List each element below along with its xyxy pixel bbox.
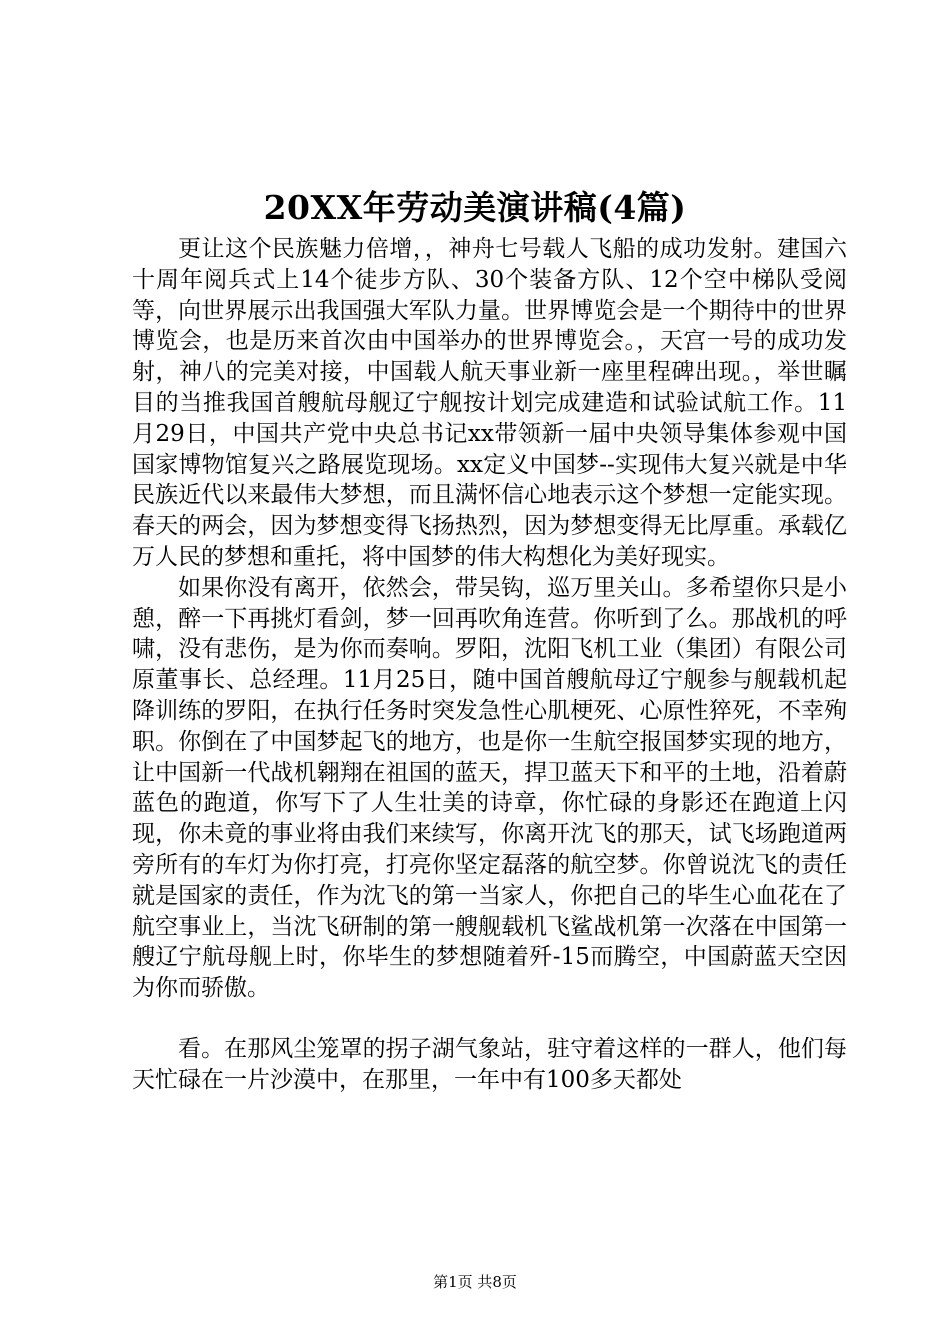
document-title: 20XX年劳动美演讲稿(4篇): [263, 188, 687, 227]
document-body: [132, 234, 847, 1096]
paragraph-3: 看。在那风尘笼罩的拐子湖气象站，驻守着这样的一群人，他们每天忙碌在一片沙漠中，在那里，一年中有100多天都处: [132, 1035, 847, 1093]
page-footer: 第1页 共8页: [433, 1273, 517, 1291]
paragraph-2: 如果你没有离开，依然会，带吴钩，巡万里关山。多希望你只是小憩，醉一下再挑灯看剑，梦一回再吹角连营。你听到了么。那战机的呼啸，没有悲伤，是为你而奏响。罗阳，沈阳飞机工业（集团）有限公司原董事长、总经理。11月25日，随中国首艘航母辽宁舰参与舰载机起降训练的罗阳，在执行任务时突发急性心肌梗死、心原性猝死，不幸殉职。你倒在了中国梦起飞的地方，也是你一生航空报国梦实现的地方，让中国新一代战机翱翔在祖国的蓝天，捍卫蓝天下和平的土地，沿着蔚蓝色的跑道，你写下了人生壮美的诗章，你忙碌的身影还在跑道上闪现，你未竟的事业将由我们来续写，你离开沈飞的那天，试飞场跑道两旁所有的车灯为你打亮，打亮你坚定磊落的航空梦。你曾说沈飞的责任就是国家的责任，作为沈飞的第一当家人，你把自己的毕生心血花在了航空事业上，当沈飞研制的第一艘舰载机飞鲨战机第一次落在中国第一艘辽宁航母舰上时，你毕生的梦想随着歼-15而腾空，中国蔚蓝天空因为你而骄傲。: [132, 574, 847, 1002]
paragraph-1: 更让这个民族魅力倍增，，神舟七号载人飞船的成功发射。建国六十周年阅兵式上14个徒步方队、30个装备方队、12个空中梯队受阅等，向世界展示出我国强大军队力量。世界博览会是一个期待中的世界博览会，也是历来首次由中国举办的世界博览会。，天宫一号的成功发射，神八的完美对接，中国载人航天事业新一座里程碑出现。，举世瞩目的当推我国首艘航母舰辽宁舰按计划完成建造和试验试航工作。11月29日，中国共产党中央总书记xx带领新一届中央领导集体参观中国国家博物馆复兴之路展览现场。xx定义中国梦--实现伟大复兴就是中华民族近代以来最伟大梦想，而且满怀信心地表示这个梦想一定能实现。春天的两会，因为梦想变得飞扬热烈，因为梦想变得无比厚重。承载亿万人民的梦想和重托，将中国梦的伟大构想化为美好现实。: [132, 236, 847, 570]
